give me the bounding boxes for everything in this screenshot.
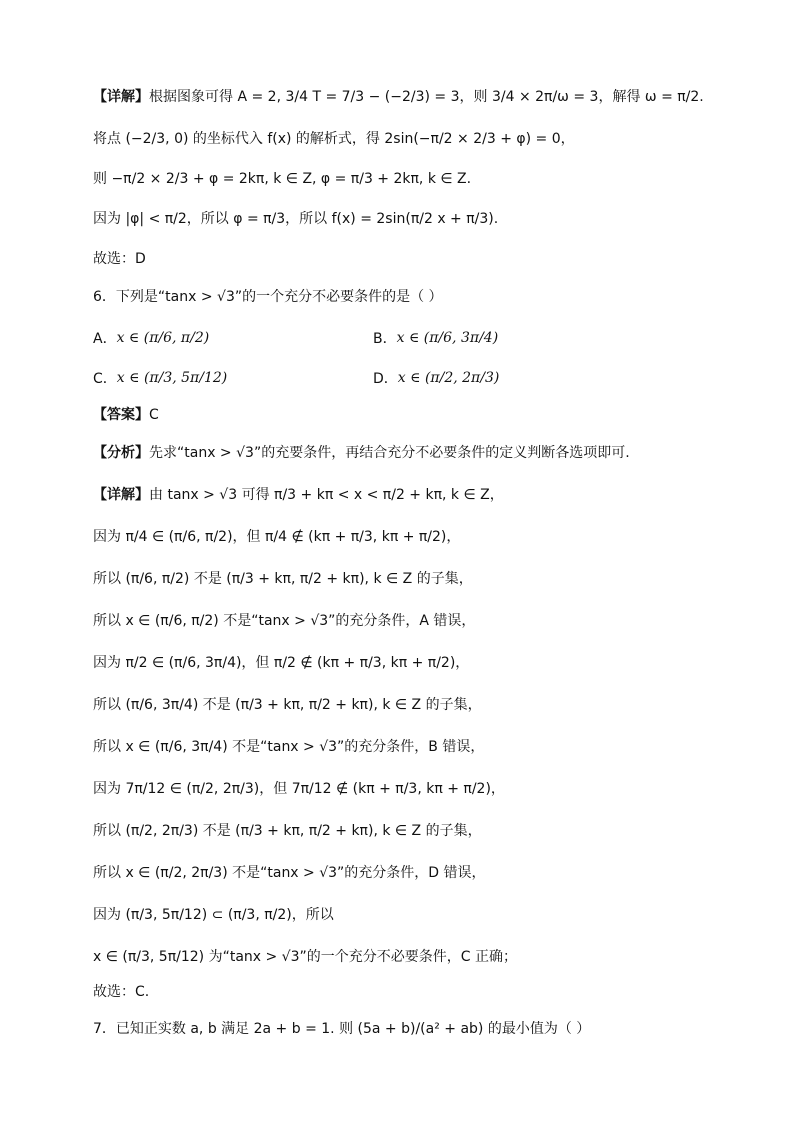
- line-text: 因为 (π/3, 5π/12) ⊂ (π/3, π/2)，所以: [93, 907, 334, 923]
- line-text: 所以 (π/6, π/2) 不是 (π/3 + kπ, π/2 + kπ), k ∈ Z 的子集，: [93, 571, 473, 587]
- line-text: 则 −π/2 × 2/3 + φ = 2kπ, k ∈ Z, φ = π/3 + 2kπ, k ∈ Z.: [93, 171, 472, 187]
- solution-line: [93, 530, 460, 544]
- solution-line: [93, 782, 505, 796]
- solution-line: [93, 866, 486, 880]
- option-label: C．: [93, 371, 117, 387]
- line-text: 所以 x ∈ (π/6, π/2) 不是“tanx > √3”的充分条件，A 错误，: [93, 613, 476, 629]
- question-7: [93, 1022, 590, 1036]
- line-text: 因为 |φ| < π/2，所以 φ = π/3，所以 f(x) = 2sin(π/2 x + π/3).: [93, 211, 499, 227]
- solution-line: [93, 212, 498, 226]
- solution-detail-q5: [93, 90, 704, 104]
- question-text: 6．下列是“tanx > √3”的一个充分不必要条件的是（ ）: [93, 289, 443, 305]
- option-label: A．: [93, 331, 117, 347]
- answer-line: [93, 252, 146, 266]
- option-d: [373, 368, 499, 388]
- solution-line: [93, 950, 517, 964]
- option-text: x ∈ (π/6, π/2): [116, 330, 210, 346]
- line-text: 因为 π/4 ∈ (π/6, π/2)，但 π/4 ∉ (kπ + π/3, kπ + π/2)，: [93, 529, 461, 545]
- solution-line: [93, 824, 482, 838]
- option-a: [93, 328, 209, 348]
- line-text: x ∈ (π/3, 5π/12) 为“tanx > √3”的一个充分不必要条件，C 正确；: [93, 949, 517, 965]
- option-c: [93, 368, 227, 388]
- line-text: 所以 (π/6, 3π/4) 不是 (π/3 + kπ, π/2 + kπ), k ∈ Z 的子集，: [93, 697, 482, 713]
- line-text: 先求“tanx > √3”的充要条件，再结合充分不必要条件的定义判断各选项即可.: [149, 445, 630, 461]
- option-label: D．: [373, 371, 398, 387]
- line-text: 根据图象可得 A = 2, 3/4 T = 7/3 − (−2/3) = 3，则 3/4 × 2π/ω = 3，解得 ω = π/2.: [149, 89, 704, 105]
- section-tag: 【详解】: [93, 89, 149, 105]
- solution-line: [93, 656, 469, 670]
- answer-q6: [93, 408, 159, 422]
- question-text: 7．已知正实数 a, b 满足 2a + b = 1. 则 (5a + b)/(a² + ab) 的最小值为（ ）: [93, 1021, 591, 1037]
- solution-line: [93, 132, 575, 146]
- line-text: C: [149, 407, 159, 423]
- option-text: x ∈ (π/2, 2π/3): [397, 370, 500, 386]
- solution-line: [93, 572, 473, 586]
- line-text: 将点 (−2/3, 0) 的坐标代入 f(x) 的解析式，得 2sin(−π/2 × 2/3 + φ) = 0，: [93, 131, 575, 147]
- option-text: x ∈ (π/6, 3π/4): [396, 330, 499, 346]
- option-label: B．: [373, 331, 397, 347]
- solution-detail-q6: [93, 488, 504, 502]
- solution-line: [93, 740, 484, 754]
- question-6: [93, 290, 443, 304]
- solution-line: [93, 698, 482, 712]
- section-tag: 【详解】: [93, 487, 149, 503]
- analysis-q6: [93, 446, 630, 460]
- line-text: 所以 (π/2, 2π/3) 不是 (π/3 + kπ, π/2 + kπ), k ∈ Z 的子集，: [93, 823, 482, 839]
- line-text: 所以 x ∈ (π/6, 3π/4) 不是“tanx > √3”的充分条件，B 错误，: [93, 739, 485, 755]
- line-text: 故选：C.: [93, 984, 150, 1000]
- option-text: x ∈ (π/3, 5π/12): [116, 370, 228, 386]
- line-text: 故选：D: [93, 251, 146, 267]
- section-tag: 【分析】: [93, 445, 149, 461]
- solution-line: [93, 172, 471, 186]
- solution-line: [93, 908, 334, 922]
- section-tag: 【答案】: [93, 407, 149, 423]
- line-text: 因为 7π/12 ∈ (π/2, 2π/3)，但 7π/12 ∉ (kπ + π/3, kπ + π/2)，: [93, 781, 505, 797]
- line-text: 由 tanx > √3 可得 π/3 + kπ < x < π/2 + kπ, k ∈ Z，: [149, 487, 504, 503]
- solution-line: [93, 614, 475, 628]
- line-text: 所以 x ∈ (π/2, 2π/3) 不是“tanx > √3”的充分条件，D 错误，: [93, 865, 486, 881]
- answer-line: [93, 985, 149, 999]
- option-b: [373, 328, 498, 348]
- line-text: 因为 π/2 ∈ (π/6, 3π/4)，但 π/2 ∉ (kπ + π/3, kπ + π/2)，: [93, 655, 470, 671]
